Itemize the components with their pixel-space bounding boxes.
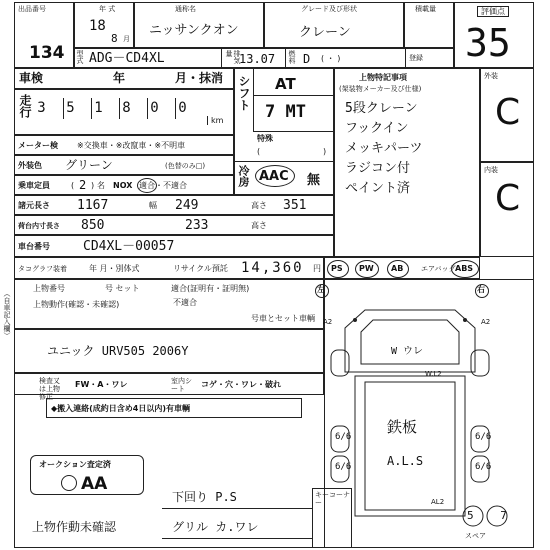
cabin-note: W ウレ: [391, 346, 424, 357]
inspect-value: FW・A・ワレ: [75, 380, 128, 389]
recycle-unit: 円: [313, 264, 321, 273]
passenger-unit: 名: [97, 181, 105, 190]
dimensions-row: [14, 195, 334, 215]
nox-label: NOX: [113, 181, 133, 190]
dim-height: 351: [283, 198, 307, 213]
color-row: [14, 155, 234, 175]
mileage-digit: 3: [37, 100, 46, 116]
chassis-value: CD4XL－00057: [83, 239, 175, 254]
reg-label: 登録: [409, 54, 423, 62]
reg-value: ( ・ ): [321, 54, 341, 63]
year-box: [74, 2, 134, 48]
note-equipment: 上物作動未確認: [32, 520, 117, 534]
exterior-label: 外装: [484, 72, 498, 80]
model-value: ADG－CD4XL: [89, 51, 165, 66]
mark-a2-right: A2: [481, 318, 491, 326]
lot-label: 出品番号: [18, 5, 46, 13]
cargo-height-label: 高さ: [251, 221, 267, 230]
displacement-label: 排気量: [225, 50, 241, 64]
meter-row: [14, 135, 234, 155]
color-label: 外装色: [18, 161, 42, 170]
auction-label: オークション査定済: [39, 460, 111, 469]
displacement-value: 13.07: [239, 52, 276, 66]
spare-value: 5 7: [467, 509, 517, 522]
recycle-row: [14, 257, 324, 279]
equip-value: 号 セット: [105, 284, 140, 293]
mileage-label: 走行: [18, 94, 32, 118]
option-airbag: エアバッグ: [421, 265, 456, 273]
special-notes: [334, 68, 480, 257]
equipment-block: [14, 279, 324, 329]
key-label: キーコーナー: [315, 491, 350, 507]
notes-line: ラジコン付: [345, 161, 411, 176]
interior-grade-value: C: [495, 178, 521, 219]
equip-set: 号車とセット車輌: [251, 314, 315, 323]
exterior-value: C: [495, 92, 521, 133]
mark-a2-left: A2: [323, 318, 333, 326]
notes-line: 5段クレーン: [345, 101, 418, 116]
interior-grade: [480, 162, 534, 257]
at-label: AT: [275, 75, 296, 93]
cargo-label: 荷台内寸長さ: [18, 222, 60, 230]
option-pw: PW: [359, 264, 374, 273]
cargo-note-2: A.L.S: [387, 454, 424, 468]
mileage-unit: km: [207, 116, 223, 125]
year-label: 年 式: [99, 5, 116, 13]
equip-check: 適合(証明有・証明無): [171, 284, 250, 293]
notes-line: メッキパーツ: [345, 141, 423, 156]
model-label: 型式: [76, 50, 84, 64]
tire-right-1: 6/6: [475, 432, 492, 442]
equip-label: 上物番号: [33, 284, 65, 293]
mark-wl2: W.L2: [425, 370, 442, 378]
capacity-label: 積載量: [415, 5, 436, 13]
note-grille: グリル カ.ワレ: [172, 520, 259, 534]
passenger-label: 乗車定員: [18, 181, 50, 190]
mileage-digit: 0: [175, 98, 189, 119]
equip-ng: 不適合: [173, 298, 197, 307]
interior-grade-label: 内装: [484, 166, 498, 174]
tire-left-2: 6/6: [335, 462, 352, 472]
diagram-right-mark: 右: [477, 285, 485, 294]
auction-logo-icon: [61, 475, 77, 491]
mileage-digit: 0: [147, 98, 161, 119]
fuel-label: 燃料: [288, 50, 296, 64]
cargo-row: [14, 215, 334, 235]
chassis-label: 車台番号: [18, 242, 50, 251]
interior-label: 室内シート: [171, 377, 192, 393]
option-abs: ABS: [455, 264, 474, 273]
capacity-box: [404, 2, 454, 48]
recycle-label: リサイクル預託: [173, 264, 228, 273]
ac-none: 無: [307, 173, 321, 188]
passenger-row: 乗車定員 ( 2 ) 名 NOX 適合・不適合: [14, 175, 234, 195]
dim-label: 諸元長さ: [18, 201, 50, 210]
month-value: 8: [111, 32, 118, 45]
transmission-block: シフト AT 7 MT 特殊 ( ) 冷房 AAC 無: [234, 68, 334, 195]
tachograph-label: タコグラフ装着: [18, 265, 67, 273]
exterior-grade: [480, 68, 534, 162]
note-underbody: 下回り P.S: [172, 490, 237, 504]
tachograph-value: 年 月・別体式: [89, 264, 140, 273]
special-label: 特殊: [257, 134, 273, 143]
auction-mark: AA: [81, 474, 108, 494]
name-value: ニッサンクオン: [149, 23, 239, 38]
notes-title: 上物特記事項: [359, 73, 407, 82]
ac-label: 冷房: [237, 165, 250, 187]
chassis-row: [14, 235, 334, 257]
score-value: 35: [465, 21, 511, 65]
shaken-year: 年: [113, 71, 126, 85]
option-ab: AB: [391, 264, 404, 273]
tire-left-1: 6/6: [335, 432, 352, 442]
passenger-value: 2: [79, 178, 87, 192]
dim-width: 249: [175, 198, 199, 213]
recycle-value: 14,360: [241, 260, 304, 276]
inspect-label: 検査又は上物修正: [39, 377, 60, 401]
mt-value: 7 MT: [265, 102, 306, 122]
side-label: （自車記入欄）: [3, 290, 11, 339]
diagram-left-mark: 左: [317, 285, 325, 294]
notes-line: フックイン: [345, 121, 409, 136]
meter-options: ※交換車・※改竄車・※不明車: [77, 141, 186, 150]
vehicle-diagram: [317, 279, 534, 548]
equip-move-label: 上物動作(確認・未確認): [33, 300, 120, 309]
option-ps: PS: [331, 264, 343, 273]
dim-width-label: 幅: [149, 201, 157, 210]
inspect-row: [14, 373, 324, 401]
notice-box: [46, 398, 302, 418]
mileage-digit: 8: [119, 98, 133, 119]
shaken-month: 月・抹消: [175, 71, 224, 85]
meter-label: メーター検: [18, 141, 58, 150]
year-value: 18: [89, 18, 106, 34]
lot-box: [14, 2, 74, 68]
mileage-digit: 5: [63, 98, 77, 119]
lot-number: 134: [29, 43, 65, 63]
color-value: グリーン: [65, 158, 113, 172]
dim-length: 1167: [77, 198, 109, 213]
cargo-length: 850: [81, 218, 105, 233]
score-label: 評価点: [477, 6, 509, 17]
shift-label: シフト: [237, 75, 251, 111]
mileage-digit: 1: [91, 98, 105, 119]
fuel-value: D: [303, 52, 311, 66]
shaken-row: [14, 68, 234, 89]
score-box: [454, 2, 534, 68]
color-change: (色替のみ□): [165, 162, 206, 170]
nox-circle: [137, 178, 157, 193]
name-box: [134, 2, 264, 48]
notice-text: ◆搬入連絡(成約日含め4日以内)有車輌: [51, 404, 191, 413]
crane-note-row: [14, 329, 324, 373]
auction-stamp: [30, 455, 144, 495]
model-row: [74, 48, 454, 68]
tire-right-2: 6/6: [475, 462, 492, 472]
spare-label: スペア: [465, 532, 486, 540]
cargo-note: 鉄板: [387, 418, 418, 436]
shaken-label: 車検: [19, 71, 44, 85]
mark-al2: AL2: [431, 498, 445, 506]
interior-value: コゲ・穴・ワレ・破れ: [201, 380, 281, 389]
ac-value: AAC: [259, 169, 289, 184]
notes-subtitle: (架装物メーカー及び仕様): [339, 85, 422, 93]
dim-height-label: 高さ: [251, 201, 267, 210]
grade-label: グレード及び形状: [301, 5, 357, 13]
grade-box: [264, 2, 404, 48]
crane-note: ユニック URV505 2006Y: [47, 344, 189, 358]
options-row: [324, 257, 480, 279]
grade-value: クレーン: [299, 25, 351, 40]
cargo-width: 233: [185, 218, 209, 233]
month-unit: 月: [123, 35, 130, 43]
nox-value: 適合・不適合: [139, 181, 187, 190]
mileage-row: [14, 89, 234, 135]
notes-line: ペイント済: [345, 181, 411, 196]
name-label: 通称名: [175, 5, 196, 13]
